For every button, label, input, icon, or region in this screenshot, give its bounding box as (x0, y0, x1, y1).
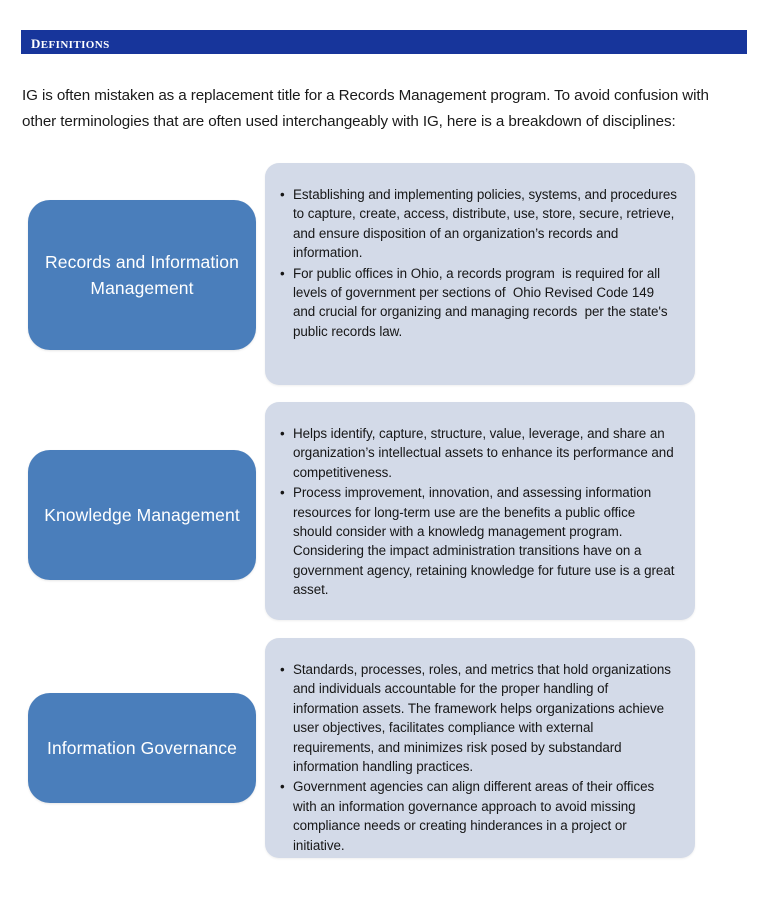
definition-block (0, 160, 768, 400)
definition-bullet-list (279, 660, 677, 855)
definition-label-box (28, 200, 256, 350)
intro-paragraph: IG is often mistaken as a replacement title for a Records Management program. To avoid confusion with other terminologies that are often used interchangeably with IG, here is a breakdown of disciplines: (22, 87, 709, 131)
definitions-list (0, 160, 768, 878)
definition-block (0, 400, 768, 638)
definition-label-text: Information Governance (47, 738, 237, 758)
definition-block (0, 638, 768, 878)
definition-label-text: Knowledge Management (44, 505, 240, 525)
definition-bullet-list (279, 424, 677, 600)
list-item: • Establishing and implementing policies, systems, and procedures to capture, create, access, distribute, use, store, secure, retrieve, and ensure disposition of an organization’s records and information. (279, 185, 677, 263)
list-item: • Government agencies can align different areas of their offices with an information governance approach to avoid missing compliance needs or creating hinderances in a project or initiative. (279, 777, 677, 855)
definition-label-text: Records and Information Management (45, 252, 239, 298)
definition-label-box (28, 693, 256, 803)
list-item: • Process improvement, innovation, and assessing information resources for long-term use are the benefits a public office should consider with a knowledg management program. Considering the impact administration transitions have on a government agency, retaining knowledge for future use is a great asset. (279, 483, 677, 599)
section-header-banner (21, 30, 747, 54)
definition-detail-panel (265, 638, 695, 858)
page-title: definitions (31, 31, 110, 53)
list-item: • Helps identify, capture, structure, value, leverage, and share an organization’s intellectual assets to enhance its performance and competitiveness. (279, 424, 677, 482)
list-item: • For public offices in Ohio, a records program is required for all levels of government per sections of Ohio Revised Code 149 and crucial for organizing and managing records per the state's public records law. (279, 264, 677, 342)
definition-bullet-list (279, 185, 681, 341)
definition-label-box (28, 450, 256, 580)
list-item: • Standards, processes, roles, and metrics that hold organizations and individuals accountable for the proper handling of information assets. The framework helps organizations achieve user objectives, facilitates compliance with external requirements, and minimizes risk posed by substandard information handling practices. (279, 660, 677, 776)
definition-detail-panel (265, 402, 695, 620)
definition-detail-panel (265, 163, 695, 385)
